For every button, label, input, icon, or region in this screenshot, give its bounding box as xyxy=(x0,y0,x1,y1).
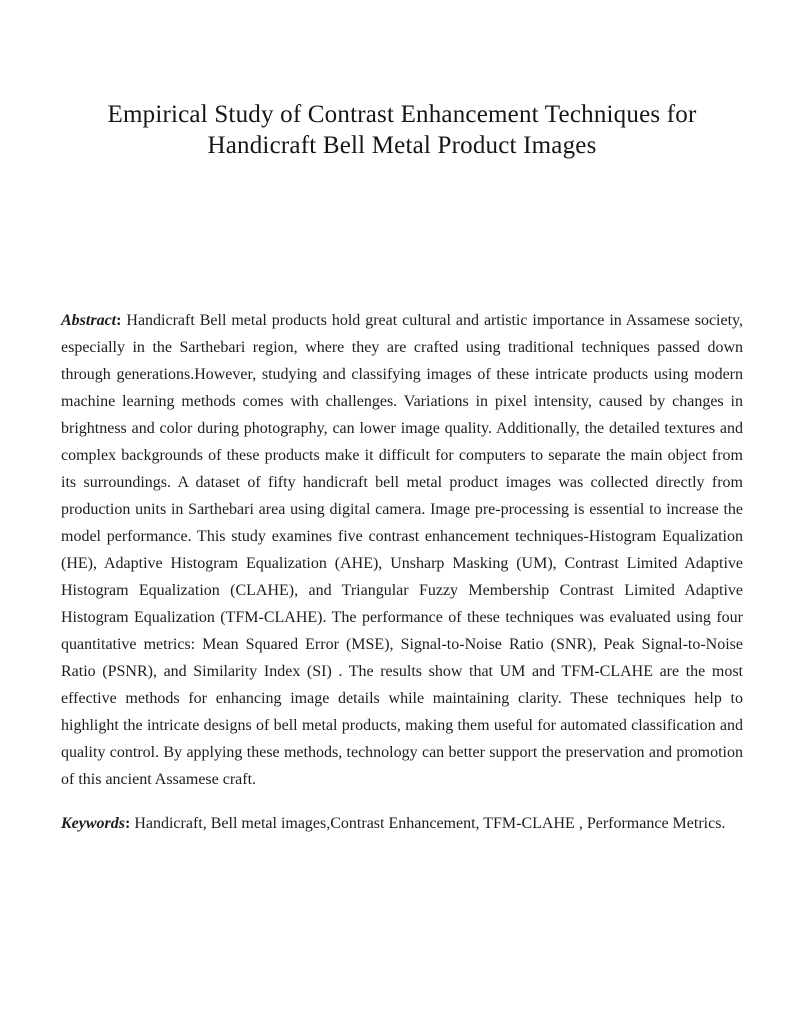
keywords-text: Handicraft, Bell metal images,Contrast Enhancement, TFM-CLAHE , Performance Metrics. xyxy=(134,815,726,832)
paper-title-line-1: Empirical Study of Contrast Enhancement Techniques for xyxy=(107,101,697,128)
keywords-separator: : xyxy=(125,815,135,832)
paper-title xyxy=(61,99,743,161)
keywords-label: Keywords xyxy=(61,815,125,832)
paper-title-line-2: Handicraft Bell Metal Product Images xyxy=(207,132,597,159)
keywords-line xyxy=(61,810,743,837)
abstract-label: Abstract xyxy=(61,312,117,329)
abstract-paragraph xyxy=(61,307,743,793)
abstract-text: Handicraft Bell metal products hold great cultural and artistic importance in Assamese society, especially in the Sarthebari region, where they are crafted using traditional techniques passed down through generations.However, studying and classifying images of these intricate products using modern machine learning methods comes with challenges. Variations in pixel intensity, caused by changes in brightness and color during photography, can lower image quality. Additionally, the detailed textures and complex backgrounds of these products make it difficult for computers to separate the main object from its surroundings. A dataset of fifty handicraft bell metal product images was collected directly from production units in Sarthebari area using digital camera. Image pre-processing is essential to increase the model performance. This study examines five contrast enhancement techniques-Histogram Equalization (HE), Adaptive Histogram Equalization (AHE), Unsharp Masking (UM), Contrast Limited Adaptive Histogram Equalization (CLAHE), and Triangular Fuzzy Membership Contrast Limited Adaptive Histogram Equalization (TFM-CLAHE). The performance of these techniques was evaluated using four quantitative metrics: Mean Squared Error (MSE), Signal-to-Noise Ratio (SNR), Peak Signal-to-Noise Ratio (PSNR), and Similarity Index (SI) . The results show that UM and TFM-CLAHE are the most effective methods for enhancing image details while maintaining clarity. These techniques help to highlight the intricate designs of bell metal products, making them useful for automated classification and quality control. By applying these methods, technology can better support the preservation and promotion of this ancient Assamese craft. xyxy=(61,312,744,788)
abstract-separator: : xyxy=(116,312,127,329)
